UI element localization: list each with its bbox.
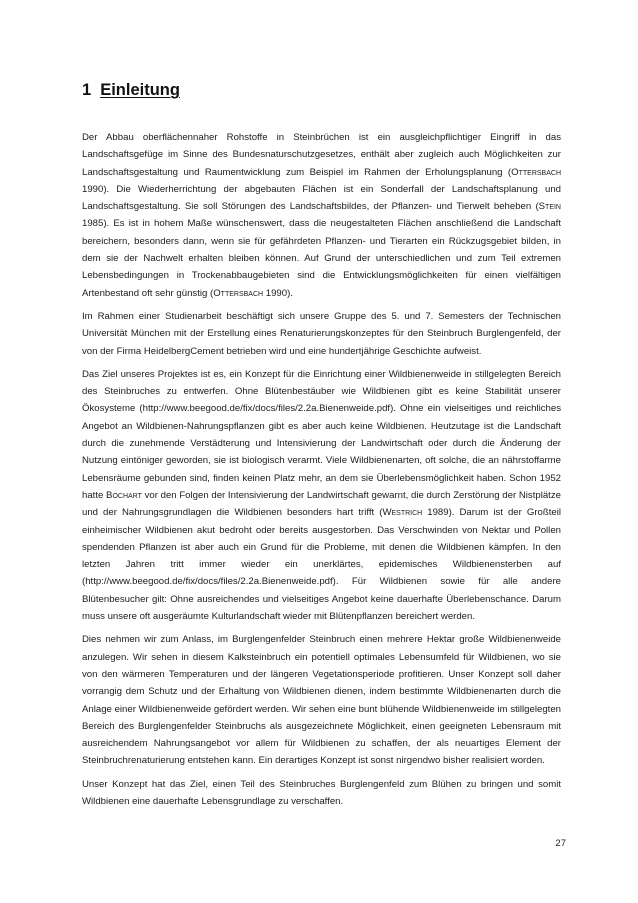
text-run: Der Abbau oberflächennaher Rohstoffe in Steinbrüchen ist ein ausgleichpflichtiger Eingriff in das Landschaftsgefüge im Sinne des Bundesnaturschutzgesetzes, enthält aber zugleich auch Möglichkeiten zur Landschaftsgestaltung und Raumentwicklung zum Beispiel im Rahmen der Erholungsplanung ( bbox=[82, 132, 561, 178]
paragraph bbox=[82, 631, 561, 769]
paragraph bbox=[82, 776, 561, 811]
citation-author: Westrich bbox=[382, 507, 423, 519]
chapter-heading bbox=[82, 80, 180, 100]
paragraph bbox=[82, 366, 561, 625]
text-run: Unser Konzept hat das Ziel, einen Teil des Steinbruches Burglengenfeld zum Blühen zu bringen und somit Wildbienen eine dauerhafte Lebensgrundlage zu verschaffen. bbox=[82, 778, 561, 807]
page-number: 27 bbox=[555, 838, 566, 849]
text-run: 1985). Es ist in hohem Maße wünschenswert, dass die neugestalteten Flächen anschließend die Landschaft bereichern, besonders dann, wenn sie für gefährdeten Pflanzen- und Tierarten ein Rückzugsgebiet bilden, in dem sie der Nachwelt erhalten bleiben können. Auf Grund der unterschiedlichen und zum Teil extremen Lebensbedingungen in Trockenabbaugebieten sind die Entwicklungsmöglichkeiten für einen vielfältigen Artenbestand oft sehr günstig ( bbox=[82, 218, 561, 299]
text-run: 1990). Die Wiederherrichtung der abgebauten Flächen ist ein Sonderfall der Landschaftsplanung und Landschaftsgestaltung. Sie soll Störungen des Landschaftsbildes, der Pflanzen- und Tierwelt beheben ( bbox=[82, 183, 561, 213]
chapter-title: Einleitung bbox=[100, 81, 180, 99]
text-run: Das Ziel unseres Projektes ist es, ein Konzept für die Einrichtung einer Wildbienenweide in stillgelegten Bereich des Steinbruches zu entwerfen. Ohne Blütenbestäuber wie Wildbienen gibt es keine Stabilität unserer Ökosysteme (http://www.beegood.de/fix/docs/files/2.2a.Bienenweide.pdf). Ohne ein vielseitiges und reichliches Angebot an Wildbienen-Nahrungspflanzen gibt es aber auch keine Wildbienen. Heutzutage ist die Landschaft durch die zunehmende Verstädterung und Intensivierung der Landwirtschaft oder durch die Änderung der Nutzung eintöniger geworden, sie ist biologisch verarmt. Viele Wildbienenarten, oft solche, die an nährstoffarme Lebensräume gebunden sind, finden keinen Platz mehr, an dem sie Überlebensmöglichkeit haben. Schon 1952 hatte bbox=[82, 368, 561, 501]
text-run: 1990). bbox=[263, 287, 293, 299]
paragraph bbox=[82, 129, 561, 302]
citation-author: Bochart bbox=[106, 489, 142, 501]
citation-author: Ottersbach bbox=[511, 166, 561, 178]
text-run: Im Rahmen einer Studienarbeit beschäftigt sich unsere Gruppe des 5. und 7. Semesters der Technischen Universität München mit der Erstellung eines Renaturierungskonzeptes für den Steinbruch Burglengenfeld, der von der Firma HeidelbergCement betrieben wird und eine hundertjährige Geschichte aufweist. bbox=[82, 310, 561, 357]
paragraph bbox=[82, 308, 561, 360]
text-run: vor den Folgen der Intensivierung der Landwirtschaft gewarnt, die durch Zerstörung der Nistplätze und der Nahrungsgrundlagen die Wildbienen besonders hart trifft ( bbox=[82, 489, 561, 519]
citation-author: Stein bbox=[538, 201, 561, 213]
citation-author: Ottersbach bbox=[213, 287, 264, 299]
text-run: 1989). Darum ist der Großteil einheimischer Wildbienen akut bedroht oder bereits ausgestorben. Das Verschwinden von Nektar und Pollen spendenden Pflanzen ist aber auch ein Grund für die Probleme, mit denen die Wildbienen kämpfen. In den letzten Jahren tritt immer wieder ein unerklärtes, epidemisches Wildbienensterben auf (http://www.beegood.de/fix/docs/files/2.2a.Bienenweide.pdf). Für Wildbienen sowie für alle andere Blütenbesucher gilt: Ohne ausreichendes und vielseitiges Angebot keine dauerhafte Überlebenschance. Darum muss unsere oft ausgeräumte Kulturlandschaft wieder mit Blütenpflanzen bereichert werden. bbox=[82, 507, 561, 623]
text-run: Dies nehmen wir zum Anlass, im Burglengenfelder Steinbruch einen mehrere Hektar große Wildbienenweide anzulegen. Wir sehen in diesem Kalksteinbruch ein potentiell optimales Lebensumfeld für Wildbienen, wo sie von den wärmeren Temperaturen und der längeren Vegetationsperiode profitieren. Unser Konzept soll daher vorrangig dem Schutz und der Erhaltung von Wildbienen dienen, indem bestimmte Wildbienenarten durch die Anlage einer Wildbienenweide gefördert werden. Wir sehen eine bunt blühende Wildbienenweide im stillgelegten Bereich des Burglengenfelder Steinbruchs als ausgezeichnete Möglichkeit, einen geeigneten Lebensraum mit ausreichendem Nahrungsangebot vor allem für Wildbienen zu schaffen, der als neuartiges Element der Steinbruchrenaturierung entstehen kann. Ein derartiges Konzept ist sonst nirgendwo bisher realisiert worden. bbox=[82, 634, 561, 767]
chapter-number: 1 bbox=[82, 81, 92, 99]
body-text bbox=[82, 129, 561, 816]
